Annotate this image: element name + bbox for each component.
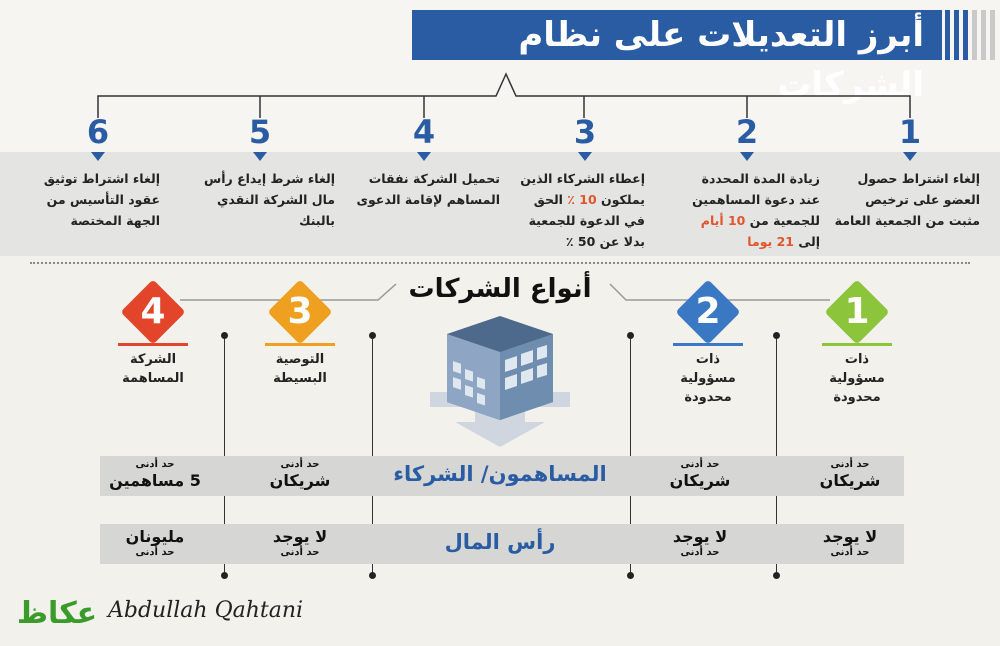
point-6-arrow-icon — [91, 152, 105, 161]
capital-row-label: رأس المال — [444, 530, 556, 554]
page-title: أبرز التعديلات على نظام الشركات — [412, 10, 942, 60]
type-3-underline — [265, 343, 335, 346]
divider-dot — [369, 332, 376, 339]
partners-cell-2: حد أدنى شريكان — [669, 459, 731, 490]
partners-cell-1: حد أدنى شريكان — [819, 459, 881, 490]
divider-dot — [369, 572, 376, 579]
type-1-underline — [822, 343, 892, 346]
type-2-badge: 2 — [676, 280, 740, 344]
point-5-number: 5 — [248, 113, 272, 151]
type-2-label: ذات مسؤولية محدودة — [680, 352, 736, 405]
type-4-badge: 4 — [121, 280, 185, 344]
point-5-text: إلغاء شرط إيداع رأس مال الشركة النقدي بالبنك — [204, 171, 335, 228]
partners-row-label: المساهمون/ الشركاء — [393, 462, 607, 486]
point-3-number: 3 — [573, 113, 597, 151]
designer-signature: Abdullah Qahtani — [108, 598, 304, 623]
point-4-text: تحميل الشركة نفقات المساهم لإقامة الدعوى — [356, 171, 500, 207]
point-2-text: زيادة المدة المحددة عند دعوة المساهمين للجمعية من 10 أيام إلى 21 يوما — [692, 171, 820, 249]
point-4-arrow-icon — [417, 152, 431, 161]
divider-dot — [627, 332, 634, 339]
point-5-arrow-icon — [253, 152, 267, 161]
type-3-label: التوصية البسيطة — [273, 352, 327, 386]
capital-cell-4: مليونان حد أدنى — [125, 527, 185, 558]
divider-dot — [773, 332, 780, 339]
okaz-logo: عكاظ — [16, 596, 98, 631]
capital-cell-2: لا يوجد حد أدنى — [672, 527, 728, 558]
point-6-text: إلغاء اشتراط توثيق عقود التأسيس من الجهة المختصة — [43, 171, 160, 228]
point-1-text: إلغاء اشتراط حصول العضو على ترخيص مثبت من الجمعية العامة — [834, 171, 980, 228]
bracket-connector — [0, 60, 1000, 120]
type-1-badge: 1 — [825, 280, 889, 344]
section-divider — [30, 262, 970, 264]
type-3-badge: 3 — [268, 280, 332, 344]
building-icon — [425, 312, 575, 447]
title-decoration — [945, 10, 1000, 60]
point-2-arrow-icon — [740, 152, 754, 161]
type-4-label: الشركة المساهمة — [122, 352, 184, 386]
divider-dot — [221, 572, 228, 579]
capital-cell-3: لا يوجد حد أدنى — [272, 527, 328, 558]
type-2-underline — [673, 343, 743, 346]
type-4-underline — [118, 343, 188, 346]
point-1-number: 1 — [898, 113, 922, 151]
point-6-number: 6 — [86, 113, 110, 151]
point-3-arrow-icon — [578, 152, 592, 161]
partners-cell-4: حد أدنى 5 مساهمين — [109, 459, 201, 490]
point-2-number: 2 — [735, 113, 759, 151]
capital-cell-1: لا يوجد حد أدنى — [822, 527, 878, 558]
point-4-number: 4 — [412, 113, 436, 151]
point-3-text: إعطاء الشركاء الذين يملكون 10 ٪ الحق في الدعوة للجمعية بدلا عن 50 ٪ — [520, 171, 645, 249]
point-1-arrow-icon — [903, 152, 917, 161]
company-types-title: أنواع الشركات — [408, 274, 592, 304]
divider-dot — [773, 572, 780, 579]
type-1-label: ذات مسؤولية محدودة — [829, 352, 885, 405]
divider-dot — [221, 332, 228, 339]
divider-dot — [627, 572, 634, 579]
partners-cell-3: حد أدنى شريكان — [269, 459, 331, 490]
